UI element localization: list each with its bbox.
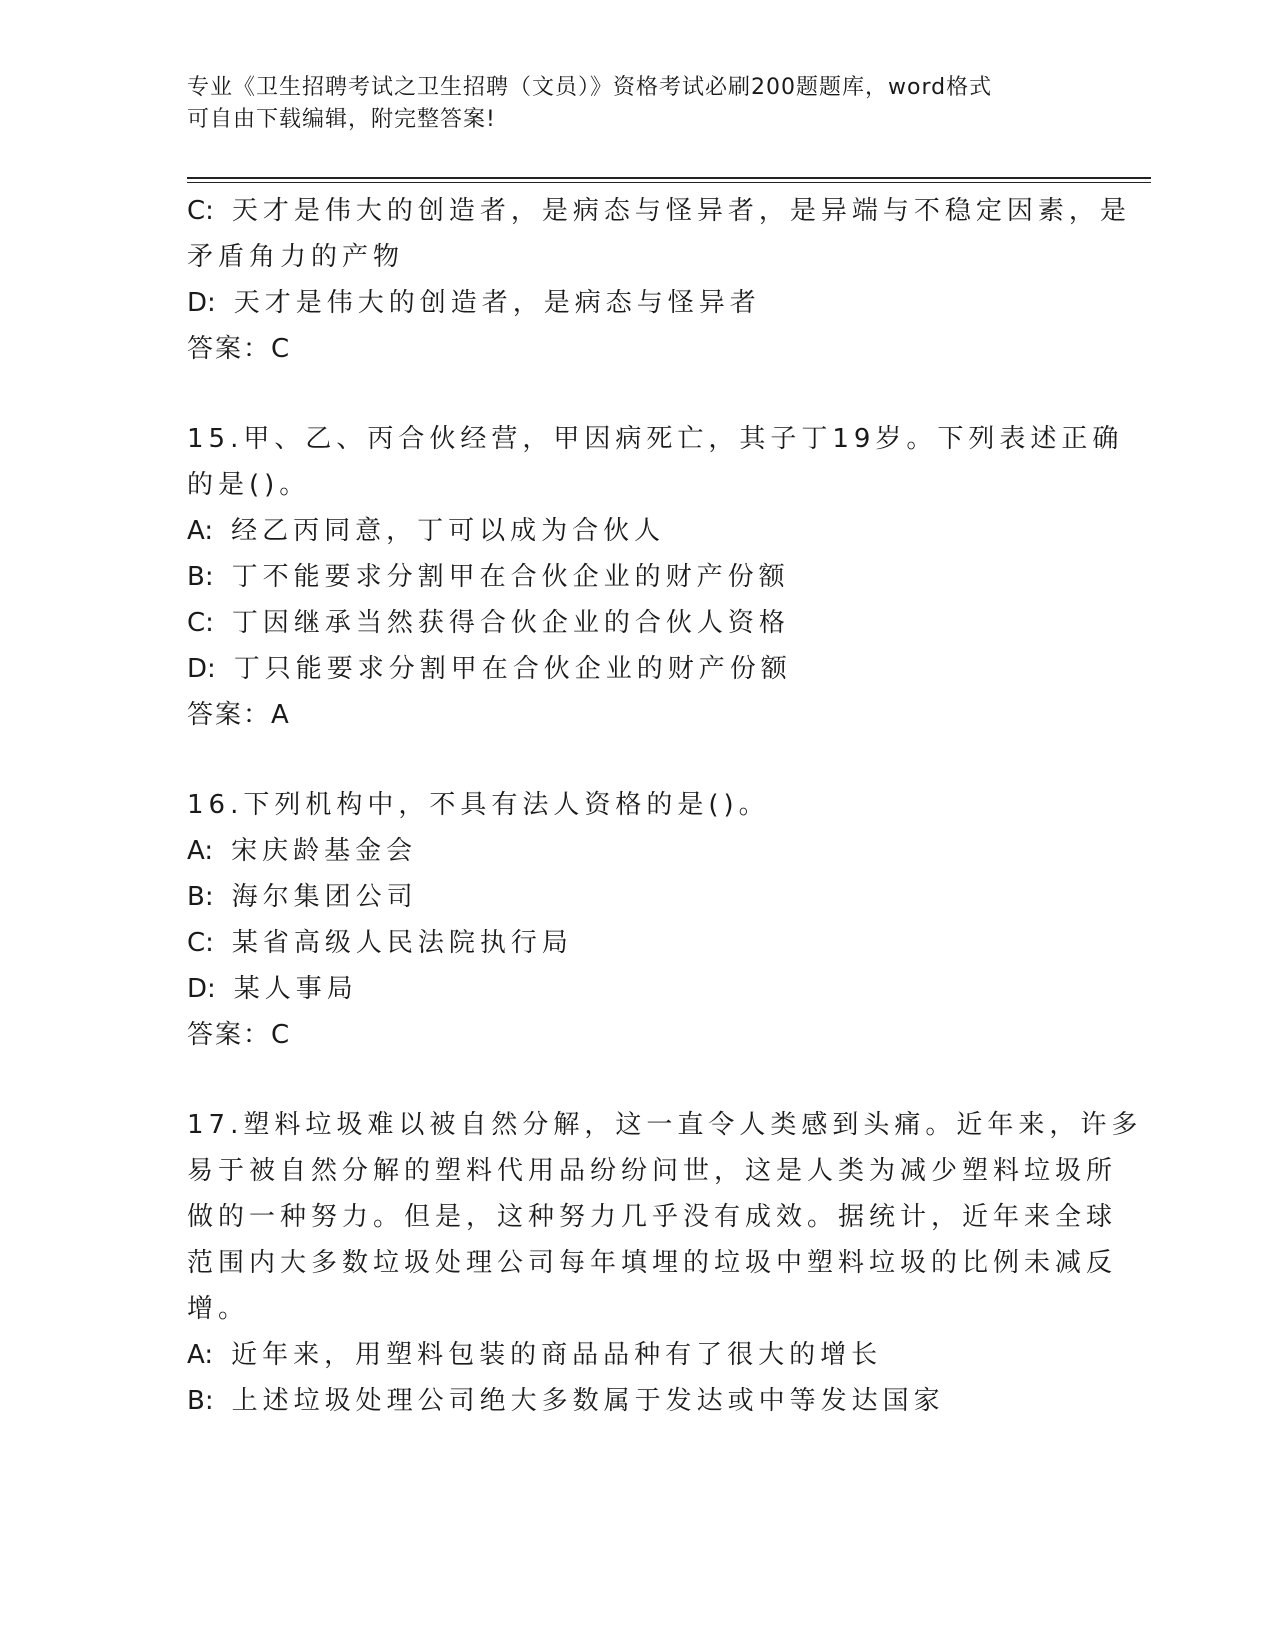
question-14-continued bbox=[187, 188, 1131, 372]
option-text: 某省高级人民法院执行局 bbox=[231, 928, 573, 958]
document-header bbox=[187, 72, 1087, 136]
question-stem-continued: 做的一种努力。但是，这种努力几乎没有成效。据统计，近年来全球 bbox=[187, 1202, 1118, 1232]
header-divider bbox=[187, 177, 1151, 183]
option-text: 丁不能要求分割甲在合伙企业的财产份额 bbox=[231, 562, 790, 592]
option-text: 宋庆龄基金会 bbox=[231, 836, 418, 866]
option-b bbox=[187, 874, 1087, 920]
question-stem: 15.甲、乙、丙合伙经营，甲因病死亡，其子丁19岁。下列表述正确 bbox=[187, 424, 1124, 454]
question-stem-continued: 的是()。 bbox=[187, 470, 311, 500]
question-stem-continued: 易于被自然分解的塑料代用品纷纷问世，这是人类为减少塑料垃圾所 bbox=[187, 1156, 1118, 1186]
option-label: D: bbox=[187, 974, 216, 1004]
option-b bbox=[187, 1378, 1087, 1424]
option-a bbox=[187, 1332, 1087, 1378]
option-text: 天才是伟大的创造者，是病态与怪异者 bbox=[233, 288, 761, 318]
option-text: 天才是伟大的创造者，是病态与怪异者，是异端与不稳定因素，是 bbox=[231, 196, 1131, 226]
option-d bbox=[187, 966, 1087, 1012]
option-label: A: bbox=[187, 1340, 214, 1370]
option-c-continued: 矛盾角力的产物 bbox=[187, 242, 405, 272]
option-label: C: bbox=[187, 608, 214, 638]
option-text: 丁只能要求分割甲在合伙企业的财产份额 bbox=[233, 654, 792, 684]
answer-line: 答案：C bbox=[187, 334, 292, 364]
header-line-2: 可自由下载编辑，附完整答案! bbox=[187, 107, 496, 132]
question-16 bbox=[187, 782, 1087, 1058]
option-d bbox=[187, 646, 1087, 692]
option-label: D: bbox=[187, 288, 216, 318]
question-15 bbox=[187, 416, 1124, 738]
option-label: C: bbox=[187, 196, 214, 226]
option-a bbox=[187, 508, 1087, 554]
option-text: 丁因继承当然获得合伙企业的合伙人资格 bbox=[231, 608, 790, 638]
option-label: D: bbox=[187, 654, 216, 684]
question-17 bbox=[187, 1102, 1143, 1424]
answer-line: 答案：C bbox=[187, 1020, 292, 1050]
option-text: 海尔集团公司 bbox=[231, 882, 418, 912]
option-text: 经乙丙同意，丁可以成为合伙人 bbox=[231, 516, 666, 546]
option-b bbox=[187, 554, 1087, 600]
option-c bbox=[187, 600, 1087, 646]
question-stem-continued: 增。 bbox=[187, 1294, 250, 1324]
option-label: B: bbox=[187, 1386, 214, 1416]
option-label: B: bbox=[187, 562, 214, 592]
option-a bbox=[187, 828, 1087, 874]
option-c bbox=[187, 188, 1131, 234]
option-text: 某人事局 bbox=[233, 974, 358, 1004]
option-label: C: bbox=[187, 928, 214, 958]
document-body bbox=[187, 188, 1143, 1424]
option-d bbox=[187, 280, 1087, 326]
question-stem-continued: 范围内大多数垃圾处理公司每年填埋的垃圾中塑料垃圾的比例未减反 bbox=[187, 1248, 1118, 1278]
question-stem: 16.下列机构中，不具有法人资格的是()。 bbox=[187, 790, 770, 820]
option-label: A: bbox=[187, 516, 214, 546]
question-stem: 17.塑料垃圾难以被自然分解，这一直令人类感到头痛。近年来，许多 bbox=[187, 1110, 1143, 1140]
option-label: A: bbox=[187, 836, 214, 866]
option-text: 近年来，用塑料包装的商品品种有了很大的增长 bbox=[231, 1340, 883, 1370]
option-label: B: bbox=[187, 882, 214, 912]
answer-line: 答案：A bbox=[187, 700, 291, 730]
option-c bbox=[187, 920, 1087, 966]
header-line-1: 专业《卫生招聘考试之卫生招聘（文员）》资格考试必刷200题题库，word格式 bbox=[187, 75, 993, 100]
option-text: 上述垃圾处理公司绝大多数属于发达或中等发达国家 bbox=[231, 1386, 945, 1416]
